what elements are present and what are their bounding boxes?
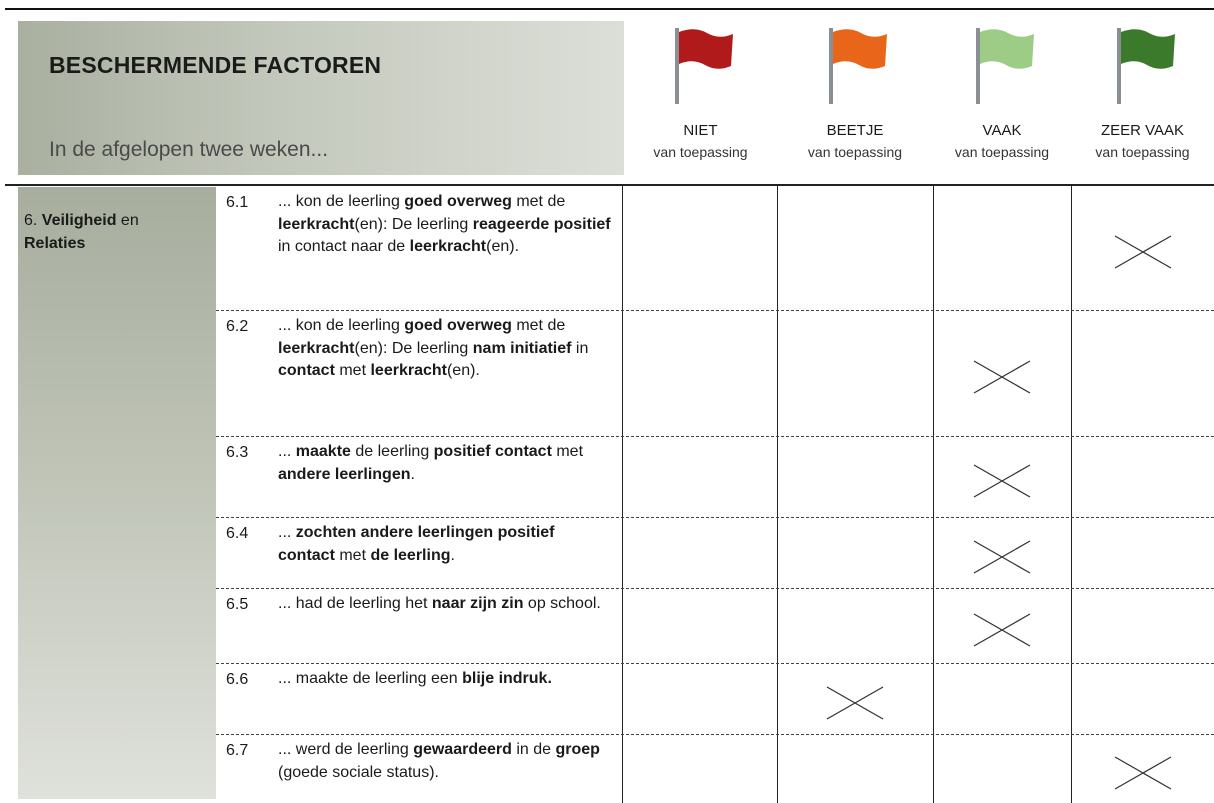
header-rule: [5, 184, 1214, 186]
cross-mark-icon: [972, 357, 1032, 397]
row-separator: [216, 517, 1214, 518]
page-title: BESCHERMENDE FACTOREN: [49, 52, 382, 78]
row-separator: [216, 734, 1214, 735]
row-separator: [216, 663, 1214, 664]
item-number: 6.4: [226, 525, 249, 542]
category-connector: en: [116, 212, 139, 229]
category-number: 6.: [24, 212, 38, 229]
column-sublabel: van toepassing: [653, 144, 748, 160]
light-green-flag-icon: [962, 24, 1042, 106]
column-header-vaak: [933, 24, 1071, 174]
column-sublabel: van toepassing: [954, 144, 1050, 160]
page-subtitle: In de afgelopen twee weken...: [49, 138, 329, 161]
item-statement: ... werd de leerling gewaardeerd in de groep (goede sociale status).: [278, 741, 600, 781]
orange-flag-icon: [815, 24, 895, 106]
category-name-part1: Veiligheid: [41, 212, 117, 229]
item-statement: ... had de leerling het naar zijn zin op school.: [278, 595, 601, 612]
item-statement: ... maakte de leerling positief contact met andere leerlingen.: [278, 443, 584, 483]
grid-line: [622, 186, 623, 803]
title-box: [18, 21, 624, 175]
item-statement: ... kon de leerling goed overweg met de leerkracht(en): De leerling nam initiatief in contact met leerkracht(en).: [278, 317, 589, 379]
category-cell: [18, 187, 216, 799]
grid-line: [1071, 186, 1072, 803]
cross-mark-icon: [1113, 753, 1173, 793]
category-name-part2: Relaties: [24, 235, 86, 252]
cross-mark-icon: [972, 610, 1032, 650]
item-statement: ... maakte de leerling een blije indruk.: [278, 670, 552, 687]
column-header-zeer-vaak: [1071, 24, 1214, 174]
cross-mark-icon: [1113, 232, 1173, 272]
item-statement: ... kon de leerling goed overweg met de leerkracht(en): De leerling reageerde positief in contact naar de leerkracht(en).: [278, 193, 611, 255]
item-statement: ... zochten andere leerlingen positief contact met de leerling.: [278, 524, 555, 564]
column-sublabel: van toepassing: [1095, 144, 1190, 160]
item-number: 6.6: [226, 671, 249, 688]
column-sublabel: van toepassing: [807, 144, 903, 160]
grid-line: [777, 186, 778, 803]
red-flag-icon: [661, 24, 741, 106]
column-header-beetje: [777, 24, 933, 174]
cross-mark-icon: [972, 461, 1032, 501]
row-separator: [216, 310, 1214, 311]
top-rule: [5, 8, 1214, 10]
category-label: [24, 209, 204, 255]
item-number: 6.7: [226, 742, 249, 759]
item-number: 6.1: [226, 194, 249, 211]
grid-line: [933, 186, 934, 803]
item-number: 6.2: [226, 318, 249, 335]
column-label: VAAK: [982, 122, 1022, 139]
cross-mark-icon: [972, 537, 1032, 577]
row-separator: [216, 588, 1214, 589]
column-header-niet: [624, 24, 777, 174]
item-number: 6.5: [226, 596, 249, 613]
column-label: BEETJE: [826, 122, 884, 139]
cross-mark-icon: [825, 683, 885, 723]
dark-green-flag-icon: [1103, 24, 1183, 106]
item-number: 6.3: [226, 444, 249, 461]
column-label: NIET: [683, 122, 718, 139]
row-separator: [216, 436, 1214, 437]
column-label: ZEER VAAK: [1100, 122, 1185, 139]
